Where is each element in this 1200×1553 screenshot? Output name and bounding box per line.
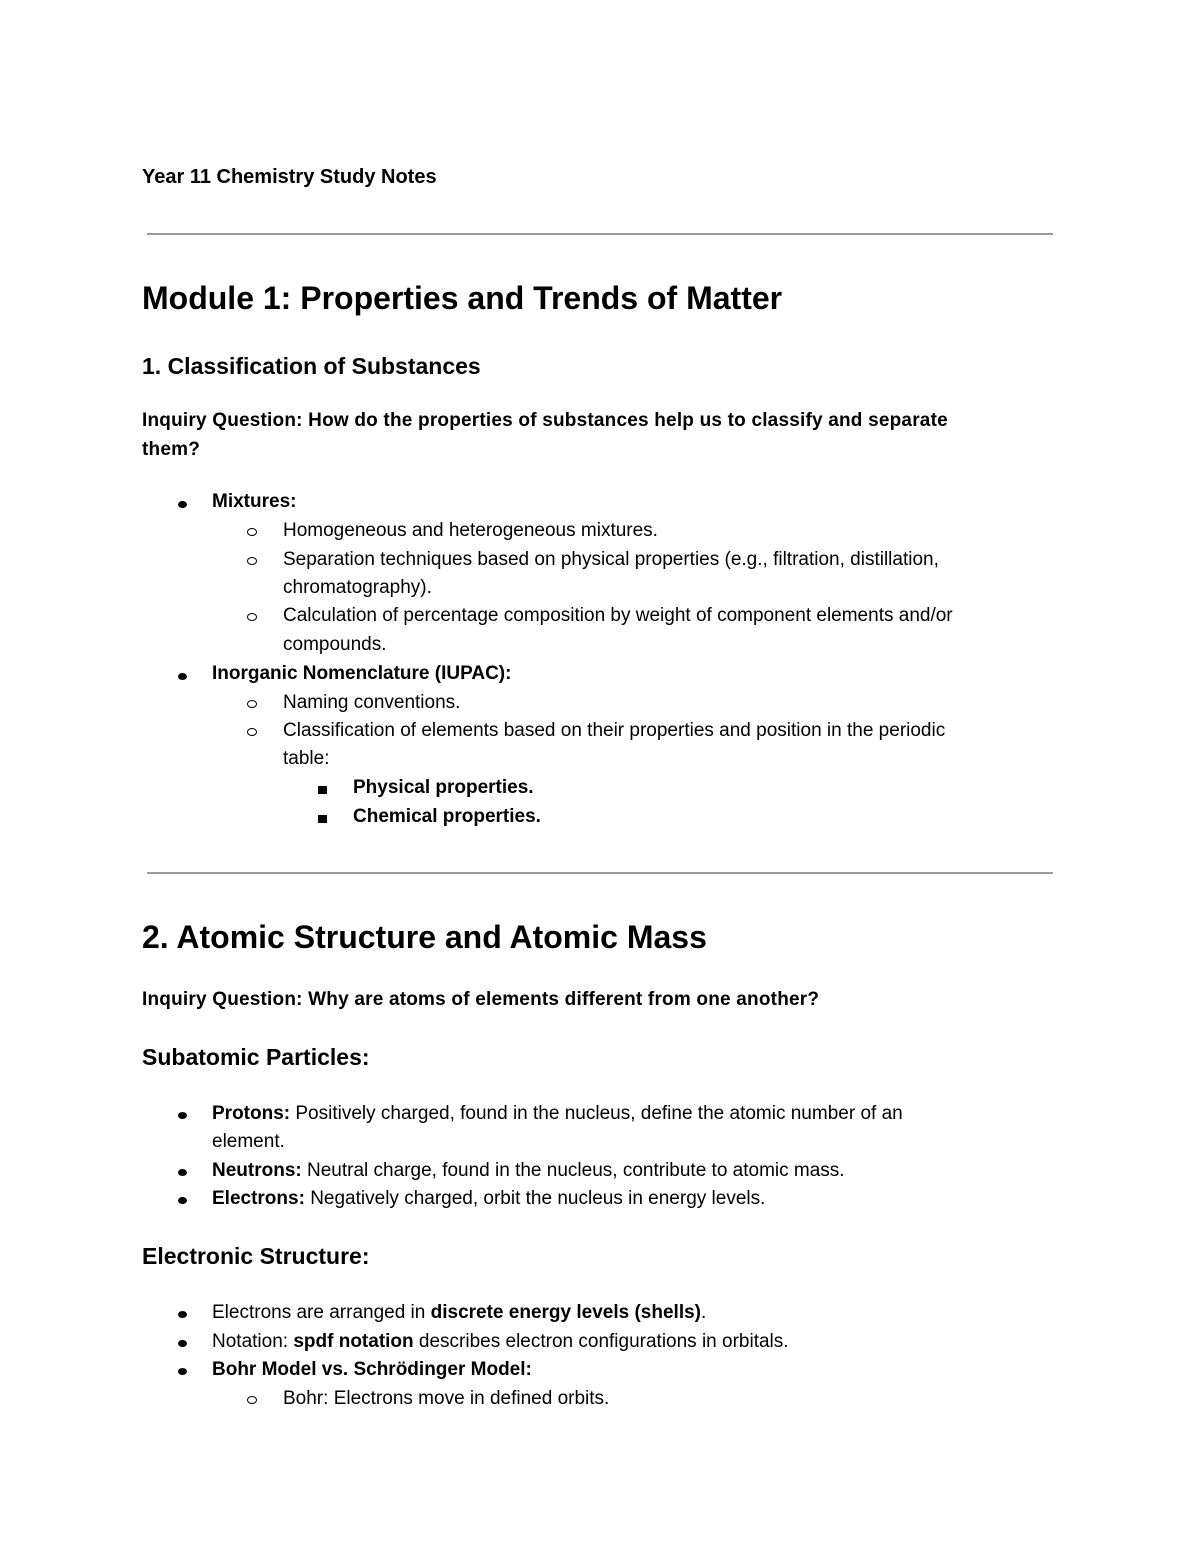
list-item-continuation: chromatography). (283, 577, 432, 598)
protons-text: Positively charged, found in the nucleus, define the atomic number of an (290, 1103, 903, 1124)
bullet-square-icon (318, 786, 327, 794)
list-item-neutrons (212, 1157, 845, 1185)
neutrons-text: Neutral charge, found in the nucleus, contribute to atomic mass. (301, 1160, 845, 1181)
inquiry-question-2: Inquiry Question: Why are atoms of elements different from one another? (142, 989, 820, 1010)
bullet-circle-icon (247, 528, 257, 536)
list-item-notation (212, 1328, 789, 1356)
neutrons-label: Neutrons: (212, 1160, 302, 1181)
bullet-disc-icon (178, 501, 187, 508)
electronic-structure-heading: Electronic Structure: (142, 1243, 370, 1269)
bullet-square-icon (318, 815, 327, 823)
bullet-circle-icon (247, 557, 257, 565)
list-item: Homogeneous and heterogeneous mixtures. (283, 520, 658, 541)
item-text: describes electron configurations in orbitals. (413, 1331, 789, 1352)
list-item-continuation: element. (212, 1131, 285, 1152)
list-item-electrons (212, 1185, 765, 1213)
item-text: Notation: (212, 1331, 294, 1352)
bohr-schrodinger-label: Bohr Model vs. Schrödinger Model: (212, 1359, 532, 1380)
mixtures-label: Mixtures: (212, 491, 297, 512)
item-bold-text: discrete energy levels (shells) (430, 1302, 701, 1323)
bullet-disc-icon (178, 1197, 187, 1204)
protons-label: Protons: (212, 1103, 291, 1124)
item-bold-text: spdf notation (293, 1331, 414, 1352)
bullet-circle-icon (247, 700, 257, 708)
inquiry-question-1-line1: Inquiry Question: How do the properties of substances help us to classify and separate (142, 410, 948, 431)
list-item: Bohr: Electrons move in defined orbits. (283, 1388, 610, 1409)
bullet-disc-icon (178, 673, 187, 680)
bullet-circle-icon (247, 1396, 257, 1404)
bullet-disc-icon (178, 1340, 187, 1347)
inquiry-question-1-line2: them? (142, 439, 200, 460)
list-item-continuation: compounds. (283, 634, 387, 655)
nomenclature-label: Inorganic Nomenclature (IUPAC): (212, 663, 512, 684)
list-item-protons (212, 1100, 903, 1128)
horizontal-rule (147, 233, 1053, 235)
electrons-text: Negatively charged, orbit the nucleus in energy levels. (304, 1188, 766, 1209)
sublist-item: Chemical properties. (353, 806, 541, 827)
list-item: Classification of elements based on their properties and position in the periodic (283, 720, 946, 741)
list-item-energy-levels (212, 1299, 706, 1327)
bullet-circle-icon (247, 613, 257, 621)
list-item-continuation: table: (283, 748, 330, 769)
bullet-disc-icon (178, 1169, 187, 1176)
bullet-disc-icon (178, 1112, 187, 1119)
section2-heading: 2. Atomic Structure and Atomic Mass (142, 919, 707, 955)
item-text: Electrons are arranged in (212, 1302, 431, 1323)
list-item: Calculation of percentage composition by weight of component elements and/or (283, 605, 953, 626)
doc-title: Year 11 Chemistry Study Notes (142, 166, 437, 188)
list-item: Naming conventions. (283, 692, 461, 713)
bullet-disc-icon (178, 1311, 187, 1318)
horizontal-rule (147, 872, 1053, 874)
item-text: . (701, 1302, 707, 1323)
section1-heading: 1. Classification of Substances (142, 353, 481, 379)
bullet-circle-icon (247, 728, 257, 736)
sublist-item: Physical properties. (353, 777, 534, 798)
module-title: Module 1: Properties and Trends of Matter (142, 280, 783, 316)
bullet-disc-icon (178, 1368, 187, 1375)
subatomic-heading: Subatomic Particles: (142, 1044, 370, 1070)
electrons-label: Electrons: (212, 1188, 305, 1209)
list-item: Separation techniques based on physical properties (e.g., filtration, distillation, (283, 549, 939, 570)
